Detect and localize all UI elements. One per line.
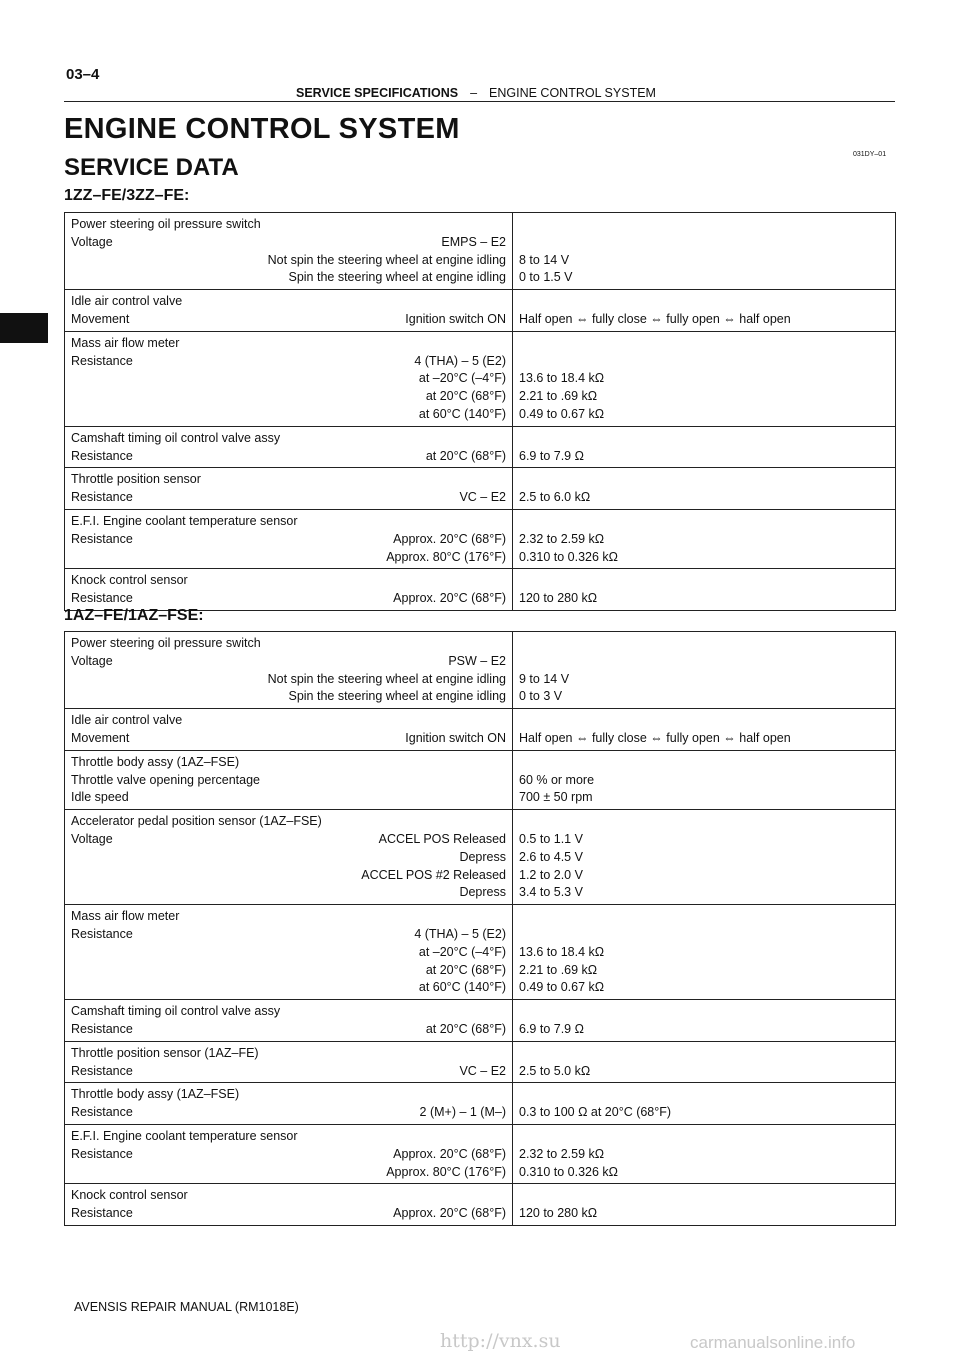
spec-item-line xyxy=(71,1205,506,1223)
spec-item-label: Voltage xyxy=(71,234,113,249)
spec-item-cell xyxy=(65,1124,513,1183)
spec-value: 120 to 280 kΩ xyxy=(519,591,598,606)
spec-value: 0.3 to 100 Ω at 20°C (68°F) xyxy=(519,1105,672,1120)
spec-table-1az xyxy=(64,631,896,1226)
spec-item-line xyxy=(71,269,506,287)
spec-item-cell xyxy=(65,290,513,332)
spec-condition: Approx. 20°C (68°F) xyxy=(393,1206,506,1221)
spec-condition: at 60°C (140°F) xyxy=(418,406,506,421)
spec-item-label: Resistance xyxy=(71,591,133,606)
spec-item-label: Accelerator pedal position sensor (1AZ–FSE) xyxy=(71,814,322,829)
spec-item-label: Throttle body assy (1AZ–FSE) xyxy=(71,1087,240,1102)
spec-value xyxy=(519,335,889,353)
spec-item-cell xyxy=(65,632,513,709)
spec-item-line xyxy=(71,730,506,748)
spec-item-label: Throttle valve opening percentage xyxy=(71,772,261,787)
spec-item-line xyxy=(71,772,506,790)
spec-value xyxy=(519,471,889,489)
section-tab-marker xyxy=(0,313,48,343)
spec-value-cell xyxy=(513,1000,896,1042)
spec-item-line xyxy=(71,754,506,772)
watermark-link[interactable]: http://vnx.su xyxy=(440,1330,561,1352)
spec-item-cell xyxy=(65,750,513,809)
spec-item-line xyxy=(71,370,506,388)
spec-row xyxy=(65,1184,896,1226)
spec-item-label: Resistance xyxy=(71,926,133,941)
spec-value: 2.5 to 6.0 kΩ xyxy=(519,490,591,505)
spec-condition: ACCEL POS Released xyxy=(378,831,506,846)
spec-condition: Spin the steering wheel at engine idling xyxy=(288,270,506,285)
spec-value: 2.6 to 4.5 V xyxy=(519,849,583,864)
spec-row xyxy=(65,331,896,426)
spec-row xyxy=(65,1041,896,1083)
spec-item-line xyxy=(71,884,506,902)
watermark-site: carmanualsonline.info xyxy=(690,1333,856,1352)
spec-value-cell xyxy=(513,468,896,510)
spec-value: 13.6 to 18.4 kΩ xyxy=(519,371,605,386)
spec-value xyxy=(519,712,889,730)
page-title: ENGINE CONTROL SYSTEM xyxy=(64,113,460,145)
spec-value: Half open ⇔ fully close ⇔ fully open ⇔ half open xyxy=(519,311,791,326)
spec-item-line xyxy=(71,590,506,608)
spec-item-cell xyxy=(65,1000,513,1042)
spec-value: 9 to 14 V xyxy=(519,671,570,686)
spec-item-label: Idle air control valve xyxy=(71,713,183,728)
spec-row xyxy=(65,810,896,905)
spec-value: 2.32 to 2.59 kΩ xyxy=(519,531,605,546)
spec-item-line xyxy=(71,234,506,252)
spec-value xyxy=(519,353,889,371)
spec-item-line xyxy=(71,1128,506,1146)
spec-condition: 4 (THA) – 5 (E2) xyxy=(414,353,506,368)
spec-item-line xyxy=(71,1104,506,1122)
spec-value: 0.49 to 0.67 kΩ xyxy=(519,980,605,995)
spec-item-line xyxy=(71,1086,506,1104)
spec-value-cell xyxy=(513,1083,896,1125)
page-number: 03–4 xyxy=(66,66,100,83)
spec-condition: PSW – E2 xyxy=(448,653,506,668)
spec-item-line xyxy=(71,1045,506,1063)
spec-item-line xyxy=(71,867,506,885)
spec-value xyxy=(519,1128,889,1146)
spec-item-label: Camshaft timing oil control valve assy xyxy=(71,1004,281,1019)
spec-value xyxy=(519,926,889,944)
spec-value xyxy=(519,234,889,252)
spec-condition: Approx. 20°C (68°F) xyxy=(393,591,506,606)
spec-value xyxy=(519,813,889,831)
spec-item-label: Resistance xyxy=(71,1146,133,1161)
spec-item-cell xyxy=(65,468,513,510)
spec-item-line xyxy=(71,513,506,531)
spec-condition: Approx. 80°C (176°F) xyxy=(386,549,506,564)
spec-item-line xyxy=(71,406,506,424)
spec-condition: 2 (M+) – 1 (M–) xyxy=(419,1105,506,1120)
spec-value: 0 to 3 V xyxy=(519,689,563,704)
spec-row xyxy=(65,1083,896,1125)
spec-value: 120 to 280 kΩ xyxy=(519,1206,598,1221)
spec-item-line xyxy=(71,979,506,997)
spec-value: 60 % or more xyxy=(519,772,595,787)
section-heading-1zz: 1ZZ–FE/3ZZ–FE: xyxy=(64,187,190,204)
spec-condition: at –20°C (–4°F) xyxy=(418,371,506,386)
spec-row xyxy=(65,290,896,332)
spec-item-label: Resistance xyxy=(71,1021,133,1036)
spec-row xyxy=(65,905,896,1000)
spec-value: 0.310 to 0.326 kΩ xyxy=(519,549,618,564)
document-code: 031DY–01 xyxy=(853,151,887,158)
spec-value xyxy=(519,216,889,234)
spec-value xyxy=(519,513,889,531)
header-section: SERVICE SPECIFICATIONS xyxy=(296,86,459,100)
spec-item-label: Resistance xyxy=(71,531,133,546)
spec-item-label: Idle speed xyxy=(71,790,129,805)
spec-item-line xyxy=(71,926,506,944)
spec-item-line xyxy=(71,653,506,671)
spec-value: 700 ± 50 rpm xyxy=(519,790,593,805)
footer-manual-id: AVENSIS REPAIR MANUAL (RM1018E) xyxy=(74,1300,299,1314)
spec-value-cell xyxy=(513,1184,896,1226)
spec-condition: ACCEL POS #2 Released xyxy=(361,867,506,882)
spec-item-line xyxy=(71,1146,506,1164)
spec-value xyxy=(519,1086,889,1104)
spec-item-line xyxy=(71,1003,506,1021)
spec-value-cell xyxy=(513,213,896,290)
spec-item-label: Power steering oil pressure switch xyxy=(71,636,261,650)
spec-item-line xyxy=(71,944,506,962)
spec-item-label: Camshaft timing oil control valve assy xyxy=(71,430,281,445)
spec-value-cell xyxy=(513,290,896,332)
spec-value xyxy=(519,293,889,311)
spec-item-line xyxy=(71,448,506,466)
spec-value: 0.310 to 0.326 kΩ xyxy=(519,1164,618,1179)
spec-condition: Depress xyxy=(459,849,506,864)
spec-condition: EMPS – E2 xyxy=(441,234,506,249)
spec-row xyxy=(65,426,896,468)
spec-value xyxy=(519,572,889,590)
spec-value-cell xyxy=(513,810,896,905)
spec-condition: Ignition switch ON xyxy=(405,730,506,745)
spec-condition: at 20°C (68°F) xyxy=(425,962,506,977)
spec-item-label: E.F.I. Engine coolant temperature sensor xyxy=(71,1128,298,1143)
spec-item-line xyxy=(71,252,506,270)
spec-value: 2.21 to .69 kΩ xyxy=(519,962,598,977)
spec-value-cell xyxy=(513,426,896,468)
spec-item-label: Resistance xyxy=(71,1063,133,1078)
spec-value xyxy=(519,1045,889,1063)
spec-value-cell xyxy=(513,750,896,809)
spec-item-label: Mass air flow meter xyxy=(71,909,180,924)
spec-condition: Not spin the steering wheel at engine idling xyxy=(267,671,506,686)
spec-item-label: Throttle position sensor xyxy=(71,472,201,487)
spec-value-cell xyxy=(513,331,896,426)
spec-value xyxy=(519,653,889,671)
spec-value-cell xyxy=(513,905,896,1000)
section-heading-1az: 1AZ–FE/1AZ–FSE: xyxy=(64,607,204,624)
header-rule xyxy=(64,101,895,102)
spec-value: 2.32 to 2.59 kΩ xyxy=(519,1146,605,1161)
spec-value: 0 to 1.5 V xyxy=(519,270,573,285)
spec-value: 6.9 to 7.9 Ω xyxy=(519,448,584,463)
spec-item-label: Knock control sensor xyxy=(71,573,188,588)
spec-row xyxy=(65,569,896,611)
spec-item-label: Throttle body assy (1AZ–FSE) xyxy=(71,754,240,769)
spec-item-label: Resistance xyxy=(71,1206,133,1221)
spec-item-line xyxy=(71,311,506,329)
header-separator: – xyxy=(470,86,478,100)
spec-item-cell xyxy=(65,569,513,611)
spec-item-line xyxy=(71,849,506,867)
spec-value xyxy=(519,635,889,653)
spec-item-cell xyxy=(65,509,513,568)
spec-value xyxy=(519,1187,889,1205)
spec-row xyxy=(65,1000,896,1042)
spec-item-cell xyxy=(65,1083,513,1125)
spec-item-label: Resistance xyxy=(71,353,133,368)
spec-value: 1.2 to 2.0 V xyxy=(519,867,583,882)
spec-row xyxy=(65,1124,896,1183)
spec-item-line xyxy=(71,908,506,926)
spec-item-label: Idle air control valve xyxy=(71,294,183,309)
spec-item-label: Knock control sensor xyxy=(71,1188,188,1203)
spec-item-line xyxy=(71,1164,506,1182)
spec-condition: Approx. 20°C (68°F) xyxy=(393,531,506,546)
spec-row xyxy=(65,213,896,290)
spec-item-label: Voltage xyxy=(71,831,113,846)
spec-value xyxy=(519,1003,889,1021)
spec-item-line xyxy=(71,635,506,653)
spec-item-cell xyxy=(65,213,513,290)
spec-item-line xyxy=(71,1021,506,1039)
spec-condition: Not spin the steering wheel at engine idling xyxy=(267,252,506,267)
spec-item-cell xyxy=(65,331,513,426)
spec-condition: at 20°C (68°F) xyxy=(425,1021,506,1036)
spec-item-line xyxy=(71,293,506,311)
spec-value xyxy=(519,908,889,926)
spec-condition: Approx. 20°C (68°F) xyxy=(393,1146,506,1161)
page-subtitle: SERVICE DATA xyxy=(64,154,239,181)
spec-item-label: Power steering oil pressure switch xyxy=(71,217,261,231)
spec-item-cell xyxy=(65,709,513,751)
spec-condition: Spin the steering wheel at engine idling xyxy=(288,689,506,704)
spec-value-cell xyxy=(513,632,896,709)
spec-item-line xyxy=(71,688,506,706)
spec-item-line xyxy=(71,962,506,980)
spec-value: 2.21 to .69 kΩ xyxy=(519,389,598,404)
spec-row xyxy=(65,750,896,809)
spec-item-line xyxy=(71,549,506,567)
spec-item-cell xyxy=(65,810,513,905)
spec-condition: VC – E2 xyxy=(459,490,506,505)
spec-value xyxy=(519,430,889,448)
spec-item-line xyxy=(71,572,506,590)
spec-value: 13.6 to 18.4 kΩ xyxy=(519,944,605,959)
spec-value: 3.4 to 5.3 V xyxy=(519,885,583,900)
spec-value-cell xyxy=(513,1041,896,1083)
spec-row xyxy=(65,468,896,510)
spec-value-cell xyxy=(513,569,896,611)
spec-item-cell xyxy=(65,426,513,468)
spec-condition: 4 (THA) – 5 (E2) xyxy=(414,926,506,941)
spec-item-line xyxy=(71,789,506,807)
spec-item-cell xyxy=(65,1184,513,1226)
spec-item-line xyxy=(71,712,506,730)
spec-item-cell xyxy=(65,1041,513,1083)
spec-item-line xyxy=(71,430,506,448)
spec-value-cell xyxy=(513,709,896,751)
spec-condition: Approx. 80°C (176°F) xyxy=(386,1164,506,1179)
spec-condition: at 20°C (68°F) xyxy=(425,389,506,404)
spec-item-label: Throttle position sensor (1AZ–FE) xyxy=(71,1045,259,1060)
spec-item-label: Movement xyxy=(71,730,130,745)
spec-row xyxy=(65,509,896,568)
spec-condition: at –20°C (–4°F) xyxy=(418,944,506,959)
spec-value: 0.5 to 1.1 V xyxy=(519,831,583,846)
spec-item-label: Voltage xyxy=(71,653,113,668)
spec-item-line xyxy=(71,1187,506,1205)
spec-value xyxy=(519,754,889,772)
spec-item-label: Resistance xyxy=(71,1105,133,1120)
spec-value: 6.9 to 7.9 Ω xyxy=(519,1021,584,1036)
spec-value: 2.5 to 5.0 kΩ xyxy=(519,1063,591,1078)
spec-value: Half open ⇔ fully close ⇔ fully open ⇔ half open xyxy=(519,730,791,745)
spec-condition: at 60°C (140°F) xyxy=(418,980,506,995)
spec-item-line xyxy=(71,831,506,849)
spec-item-line xyxy=(71,335,506,353)
spec-item-label: E.F.I. Engine coolant temperature sensor xyxy=(71,513,298,528)
spec-item-label: Movement xyxy=(71,311,130,326)
spec-condition: Depress xyxy=(459,885,506,900)
spec-item-line xyxy=(71,1063,506,1081)
spec-item-line xyxy=(71,388,506,406)
spec-value-cell xyxy=(513,509,896,568)
spec-table-1zz xyxy=(64,212,896,611)
spec-item-line xyxy=(71,671,506,689)
spec-item-label: Resistance xyxy=(71,490,133,505)
spec-item-line xyxy=(71,216,506,234)
spec-item-label: Mass air flow meter xyxy=(71,335,180,350)
spec-item-line xyxy=(71,813,506,831)
spec-item-cell xyxy=(65,905,513,1000)
spec-item-label: Resistance xyxy=(71,448,133,463)
spec-value-cell xyxy=(513,1124,896,1183)
spec-condition: Ignition switch ON xyxy=(405,311,506,326)
spec-value: 0.49 to 0.67 kΩ xyxy=(519,406,605,421)
spec-item-line xyxy=(71,353,506,371)
spec-item-line xyxy=(71,489,506,507)
spec-condition: at 20°C (68°F) xyxy=(425,448,506,463)
spec-value: 8 to 14 V xyxy=(519,252,570,267)
running-header xyxy=(296,86,656,100)
spec-row xyxy=(65,632,896,709)
spec-item-line xyxy=(71,531,506,549)
header-subsection: ENGINE CONTROL SYSTEM xyxy=(489,86,656,100)
spec-row xyxy=(65,709,896,751)
spec-condition: VC – E2 xyxy=(459,1063,506,1078)
spec-item-line xyxy=(71,471,506,489)
